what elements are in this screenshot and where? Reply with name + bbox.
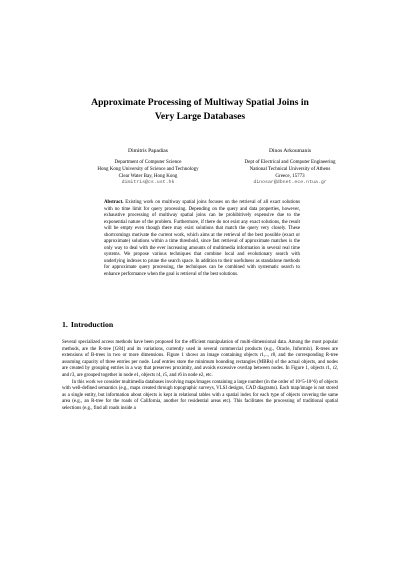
author-block [0,148,400,193]
author-name: Dimitris Papadias [128,148,168,154]
paper-title [60,96,340,124]
author-email: dimitris@cs.ust.hk [121,180,175,186]
title-line-2: Very Large Databases [154,111,246,122]
author-address: Clear Water Bay, Hong Kong [118,173,178,179]
author-1 [68,148,228,187]
section-heading [62,320,113,329]
author-name: Dinos Arkoumanis [268,148,312,154]
author-department: Department of Computer Science [114,160,182,165]
paragraph: Several specialized access methods have been proposed for the efficient manipulation of multi-dimensional data. Among the most popular methods, are the R-tree [G84] and its variations, currently used in several commercial products (e.g., Oracle, Informix). R-trees are extensions of B-trees in two or more dimensions. Figure 1 shows an image containing objects r1,.., r8, and the corresponding R-tree assuming capacity of three entries per node. Leaf entries store the minimum bounding rectangles (MBRs) of the actual objects, and nodes are created by grouping entries in a way that preserves proximity, and avoids excessive overlap between nodes. In Figure 1, objects r1, r2, and r3, are grouped together in node e1, objects r4, r5, and r6 in node e2, etc. [62,340,338,378]
section-number: 1. [62,320,68,329]
abstract [104,200,300,279]
author-2 [210,148,370,187]
author-department: Dept of Electrical and Computer Engineering [244,160,336,165]
introduction-body [62,340,338,413]
title-line-1: Approximate Processing of Multiway Spatial Joins in [91,97,309,108]
author-email: dinosar@dbnet.ece.ntua.gr [253,180,327,186]
abstract-text: Existing work on multiway spatial joins focuses on the retrieval of all exact solutions with no time limit for query processing. Depending on the query and data properties, however, exhaustive processing of multiway spatial joins can be prohibitively expensive due to the exponential nature of the problem. Furthermore, if there do not exist any exact solutions, the result will be empty even though there may exist solutions that match the query very closely. These shortcomings motivate the current work, which aims at the retrieval of the best possible (exact or approximate) solutions within a time threshold, since fast retrieval of approximate matches is the only way to deal with the ever increasing amounts of multimedia information in several real time systems. We propose various techniques that combine local and evolutionary search with underlying indexes to prune the search space. In addition to their usefulness as standalone methods for approximate query processing, the techniques can be combined with systematic search to enhance performance when the goal is retrieval of the best solutions. [104,200,300,278]
author-address: Greece, 15773 [275,173,305,179]
abstract-label: Abstract. [104,200,124,205]
author-institution: National Technical University of Athens [249,166,331,172]
author-institution: Hong Kong University of Science and Technology [97,166,199,172]
paragraph: In this work we consider multimedia databases involving maps/images containing a large number (in the order of 10^5-10^6) of objects with well-defined semantics (e.g., maps created through topographic surveys, VLSI designs, CAD diagrams). Each map/image is not stored as a single entity, but information about objects is kept in relational tables with a spatial index for each type of objects covering the same area (e.g., an R-tree for the roads of California, another for residential areas etc). This facilitates the processing of traditional spatial selections (e.g., find all roads inside a [62,379,338,411]
section-title: Introduction [70,320,114,329]
